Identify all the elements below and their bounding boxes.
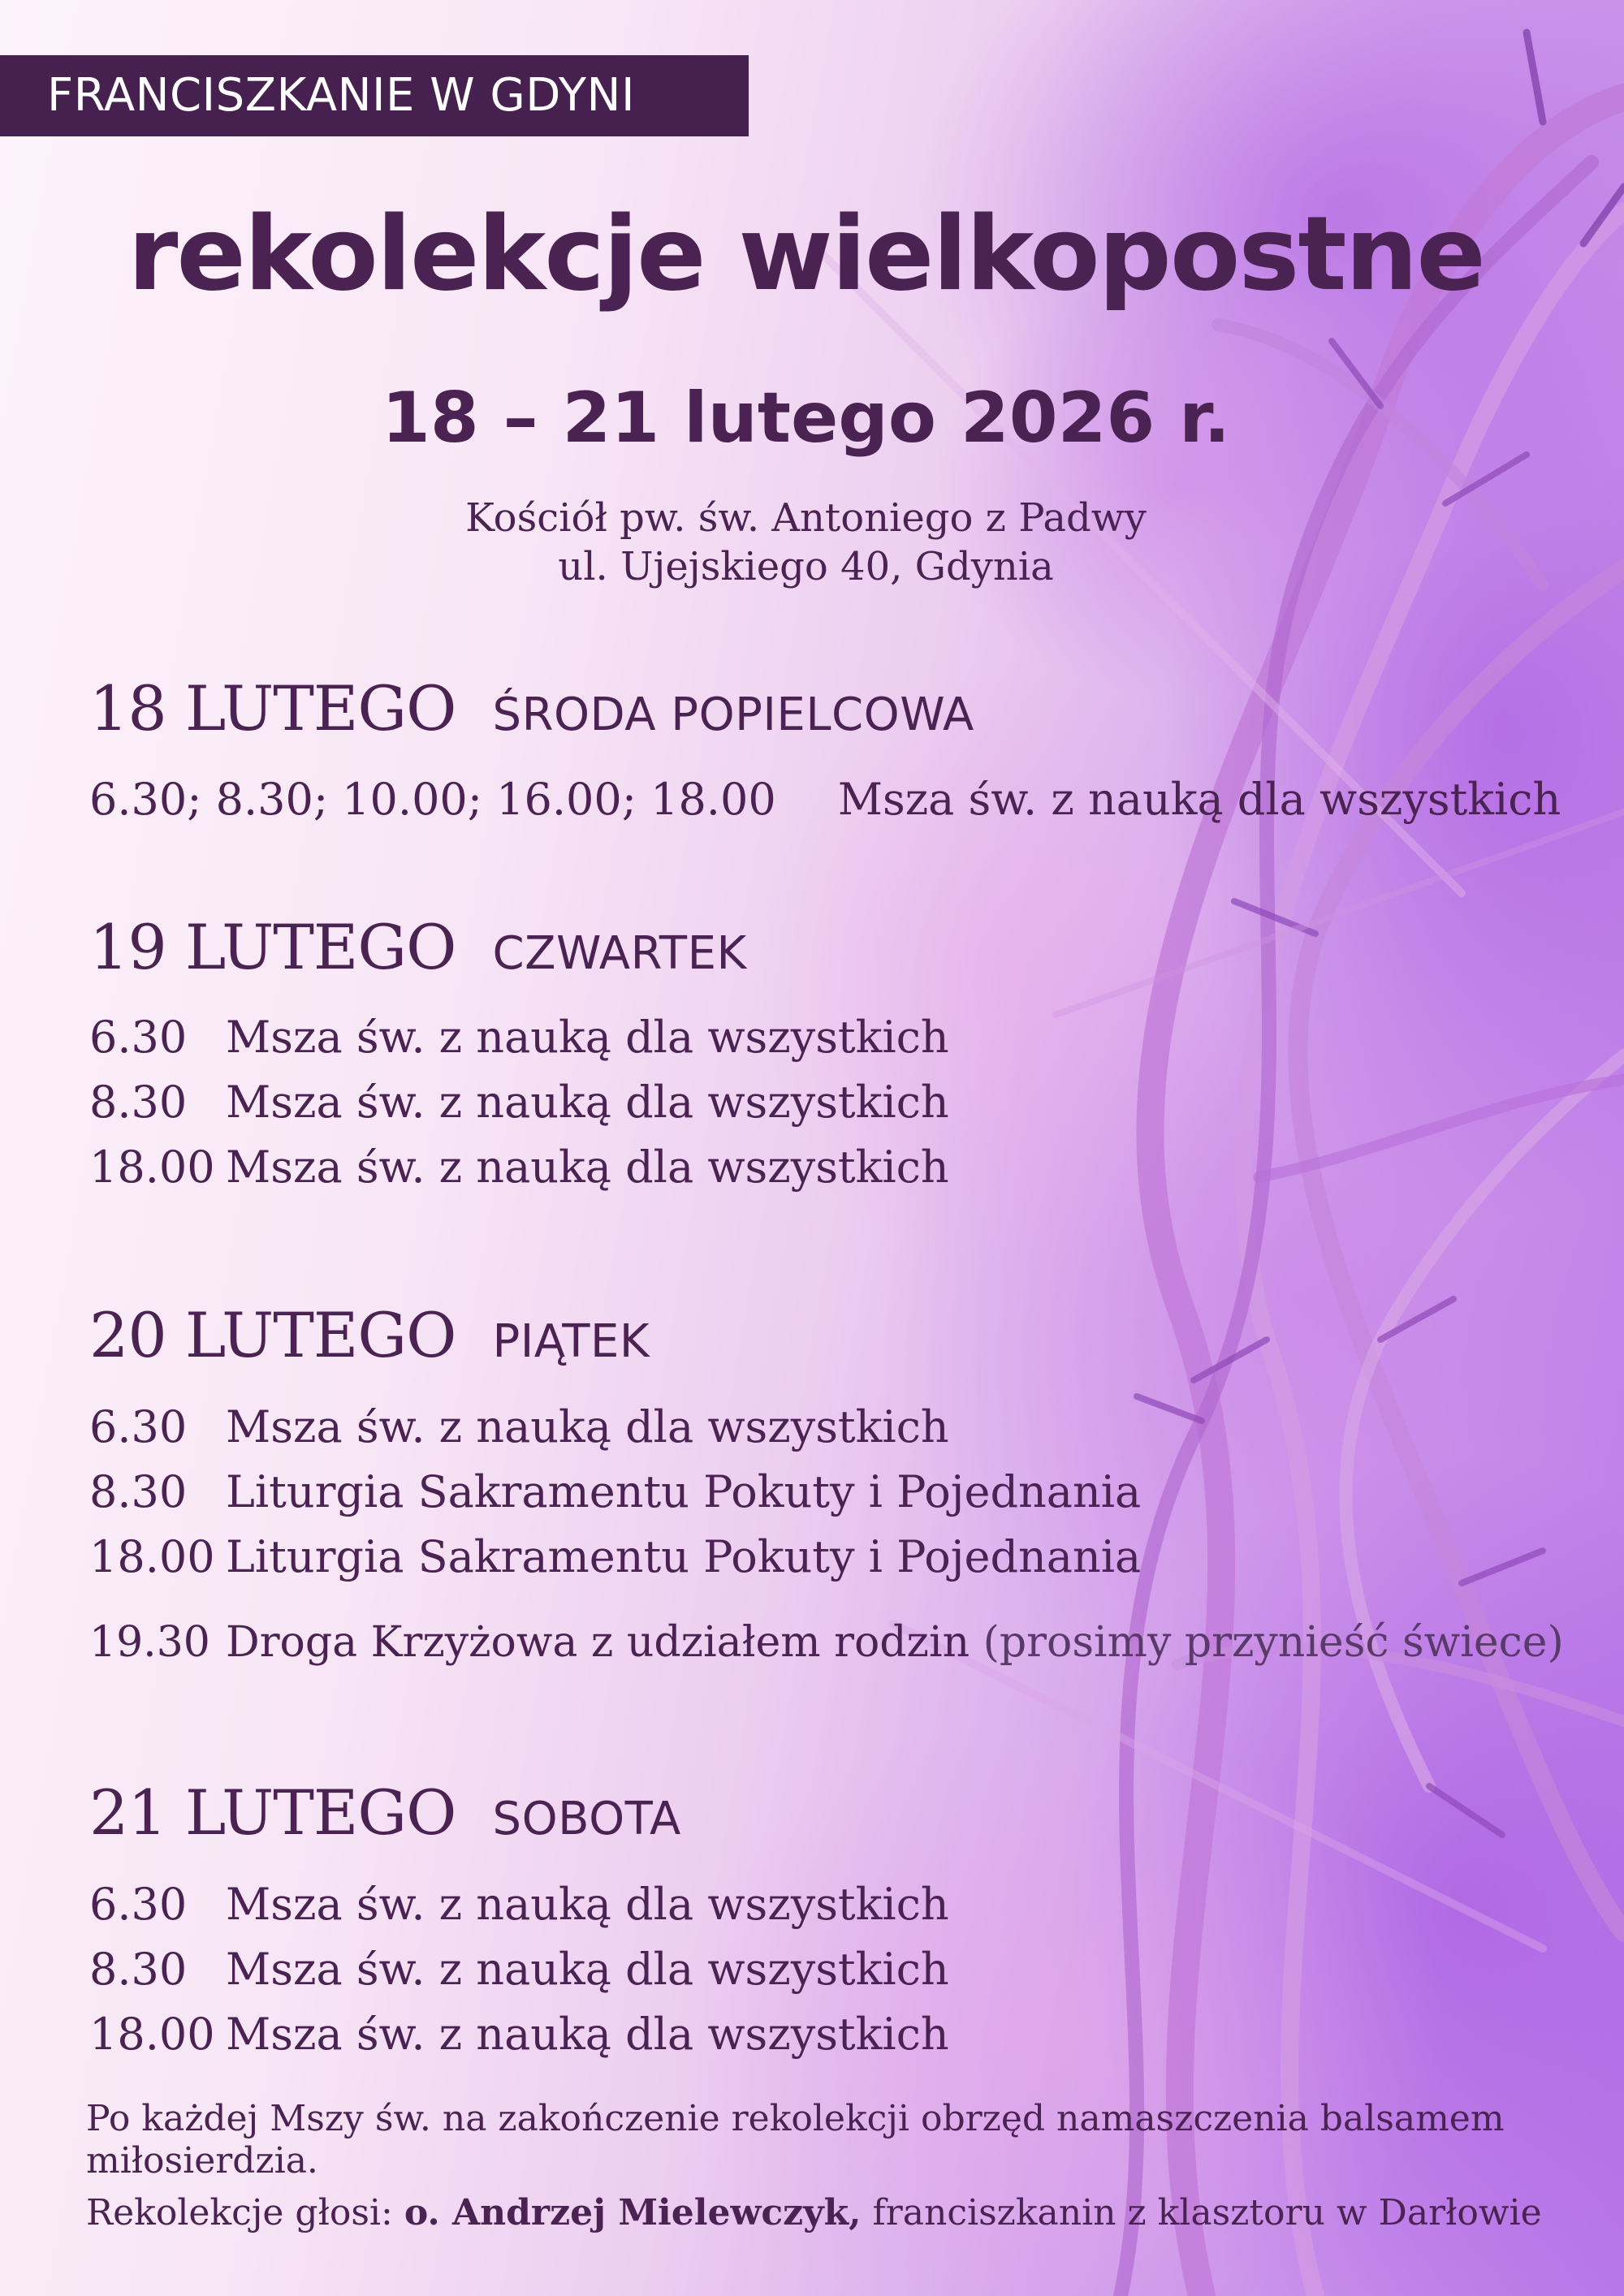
anointing-note: Po każdej Mszy św. na zakończenie rekolekcji obrzęd namaszczenia balsamem miłosierdzia. [86, 2098, 1505, 2182]
schedule-text: Msza św. z nauką dla wszystkich [837, 774, 1561, 825]
day-name: PIĄTEK [492, 1315, 650, 1368]
schedule-text: Msza św. z nauką dla wszystkich [226, 1077, 949, 1128]
header-band: FRANCISZKANIE W GDYNI [0, 55, 749, 136]
day-date: 21 LUTEGO [89, 1776, 456, 1849]
schedule-row [89, 1880, 949, 1928]
schedule-text: Liturgia Sakramentu Pokuty i Pojednania [226, 1466, 1142, 1517]
schedule-text: Msza św. z nauką dla wszystkich [226, 1879, 949, 1930]
day-header-21 [89, 1776, 681, 1849]
schedule-time: 6.30 [89, 1012, 188, 1063]
address-line-2: ul. Ujejskiego 40, Gdynia [558, 544, 1054, 589]
day-header-18 [89, 672, 974, 744]
schedule-text: Msza św. z nauką dla wszystkich [226, 1401, 949, 1452]
schedule-row [89, 1945, 949, 1993]
day-name: ŚRODA POPIELCOWA [492, 688, 974, 741]
schedule-row [89, 1620, 1564, 1666]
day-date: 20 LUTEGO [89, 1299, 456, 1371]
schedule-row [89, 775, 1561, 823]
schedule-row [89, 1533, 1141, 1581]
schedule-text: Msza św. z nauką dla wszystkich [226, 1944, 949, 1995]
schedule-text: Droga Krzyżowa z udziałem rodzin [226, 1618, 970, 1667]
schedule-time: 18.00 [89, 1142, 215, 1193]
day-name: CZWARTEK [492, 927, 747, 980]
schedule-text: Msza św. z nauką dla wszystkich [226, 1012, 949, 1063]
schedule-row [89, 1078, 949, 1126]
schedule-time: 8.30 [89, 1466, 188, 1517]
day-header-19 [89, 911, 747, 983]
day-date: 18 LUTEGO [89, 672, 456, 744]
day-header-20 [89, 1299, 650, 1371]
schedule-time: 19.30 [89, 1618, 210, 1667]
preacher-line [86, 2192, 1564, 2234]
schedule-text: Liturgia Sakramentu Pokuty i Pojednania [226, 1531, 1142, 1582]
schedule-time: 18.00 [89, 2009, 215, 2060]
day-name: SOBOTA [492, 1793, 681, 1845]
schedule-text: Msza św. z nauką dla wszystkich [226, 2009, 949, 2060]
schedule-time: 6.30; 8.30; 10.00; 16.00; 18.00 [89, 774, 776, 825]
schedule-note: (prosimy przynieść świece) [983, 1618, 1564, 1667]
event-dates: 18 – 21 lutego 2026 r. [381, 378, 1231, 459]
day-date: 19 LUTEGO [89, 911, 456, 983]
preacher-prefix: Rekolekcje głosi: [86, 2192, 393, 2233]
schedule-time: 6.30 [89, 1401, 188, 1452]
address-line-1: Kościół pw. św. Antoniego z Padwy [465, 495, 1147, 541]
church-address [0, 494, 1612, 591]
preacher-suffix: franciszkanin z klasztoru w Darłowie [872, 2192, 1542, 2233]
schedule-time: 18.00 [89, 1531, 215, 1582]
schedule-row [89, 1013, 949, 1061]
schedule-row [89, 1403, 949, 1451]
page-title: rekolekcje wielkopostne [127, 194, 1484, 313]
schedule-time: 8.30 [89, 1944, 188, 1995]
schedule-text: Msza św. z nauką dla wszystkich [226, 1142, 949, 1193]
schedule-row [89, 2010, 949, 2058]
schedule-time: 6.30 [89, 1879, 188, 1930]
schedule-row [89, 1468, 1141, 1516]
schedule-time: 8.30 [89, 1077, 188, 1128]
schedule-row [89, 1143, 949, 1191]
preacher-name: o. Andrzej Mielewczyk, [404, 2192, 862, 2233]
